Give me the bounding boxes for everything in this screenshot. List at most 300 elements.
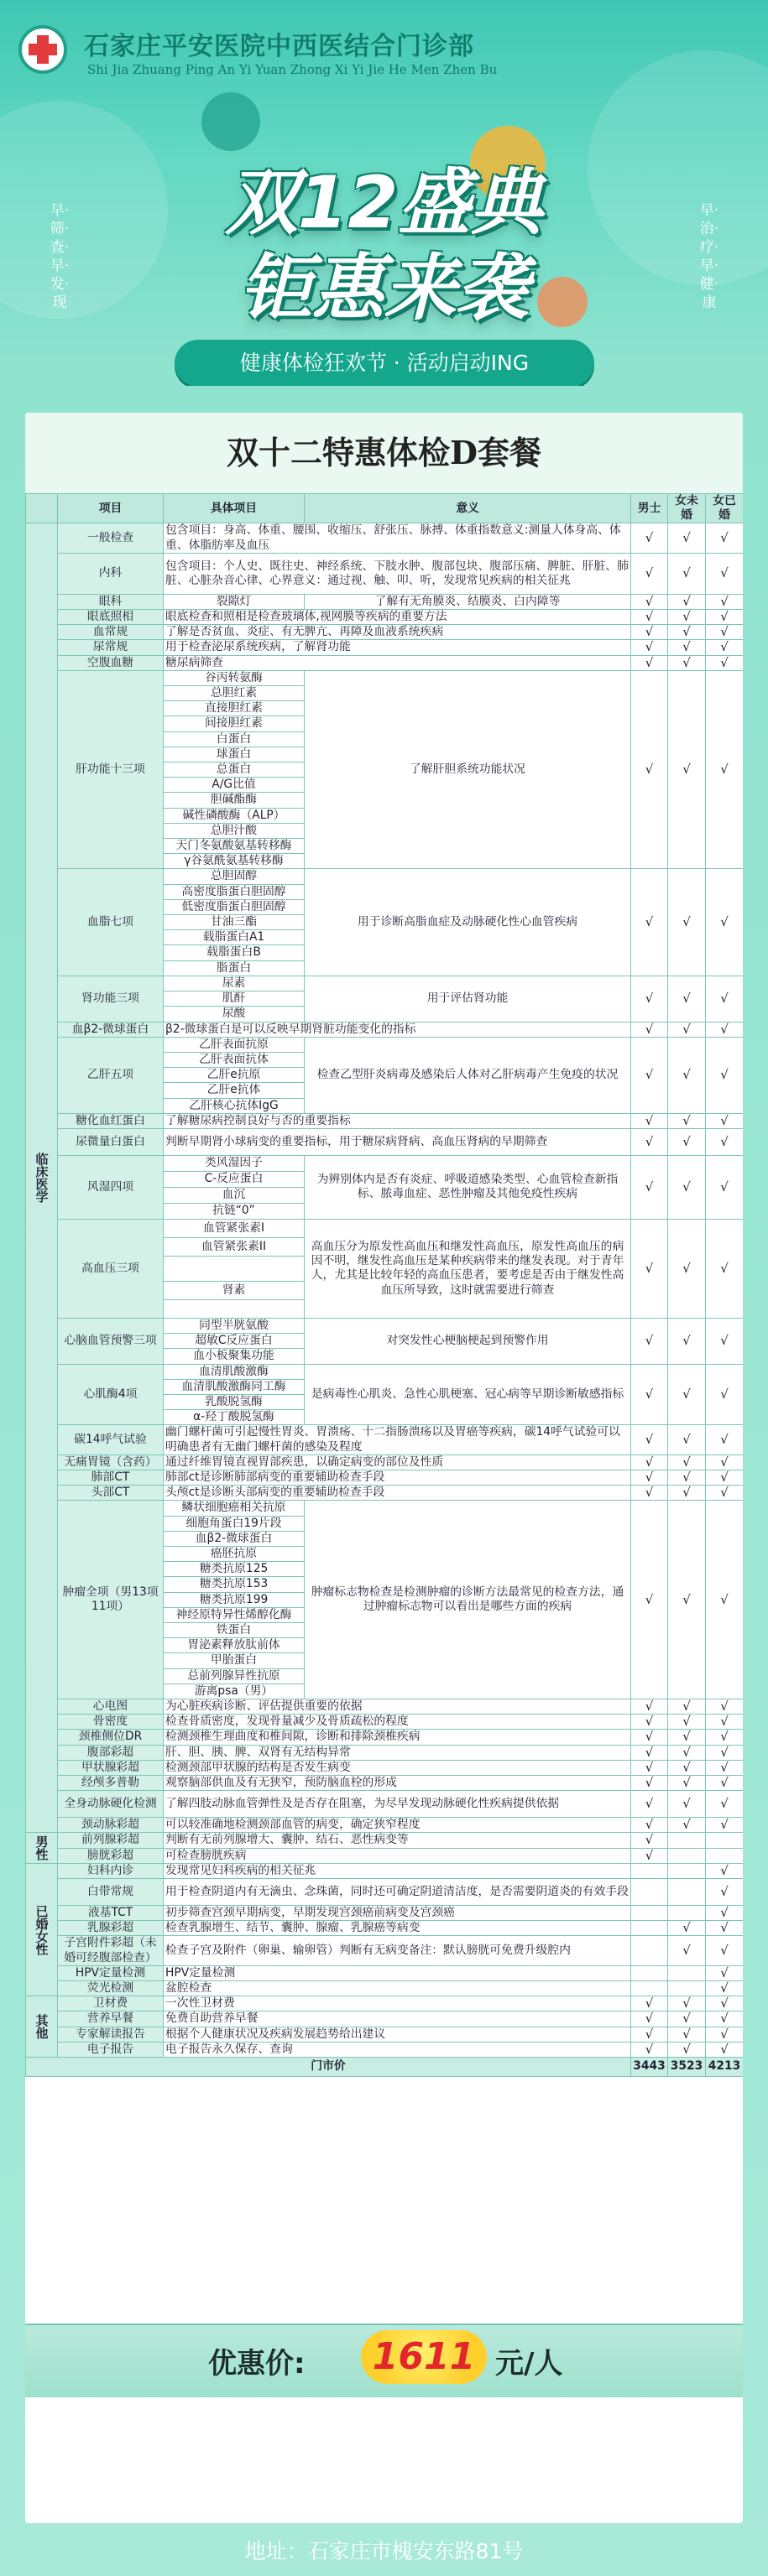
table-row [26,976,744,991]
sub-item: 糖类抗原199 [164,1592,305,1607]
check-male [631,1965,668,1980]
table-row [26,1501,744,1516]
check-female-unmarried [668,1965,706,1980]
table-row [26,2042,744,2057]
sub-item: 总胆红素 [164,686,305,701]
item-name: 专家解读报告 [58,2027,164,2042]
table-row [26,1996,744,2011]
meaning-cell: 肺部ct是诊断肺部病变的重要辅助检查手段 [164,1470,631,1485]
item-name: 内科 [58,553,164,594]
sub-item: 癌胚抗原 [164,1546,305,1561]
sub-item: 血清肌酸激酶同工酶 [164,1379,305,1394]
check-female-unmarried: √ [668,1455,706,1470]
sub-item: γ谷氨酰氨基转移酶 [164,854,305,869]
meaning-cell: 对突发性心梗脑梗起到预警作用 [305,1318,631,1364]
meaning-cell: 免费自助营养早餐 [164,2011,631,2027]
item-name: 头部CT [58,1486,164,1501]
table-row [26,1155,744,1171]
table-row [26,1981,744,1996]
check-female-married: √ [706,523,744,553]
meaning-cell: 眼底检查和照相是检查玻璃体,视网膜等疾病的重要方法 [164,610,631,625]
sub-item: 载脂蛋白B [164,945,305,960]
meaning-cell: 检查子宫及附件（卵巢、输卵管）判断有无病变备注：默认膀胱可免费升级腔内 [164,1936,631,1965]
item-name: 颈椎侧位DR [58,1730,164,1745]
check-female-unmarried: √ [668,1760,706,1775]
header-cell: 男士 [631,494,668,523]
check-male [631,1879,668,1906]
item-name: 膀胱彩超 [58,1848,164,1863]
headline-line2: 钜惠来袭 [239,247,529,330]
check-male: √ [631,1219,668,1318]
meaning-cell: 检查乳腺增生、结节、囊肿、腺瘤、乳腺癌等病变 [164,1921,631,1936]
meaning-cell: 高血压分为原发性高血压和继发性高血压，原发性高血压的病因不明，继发性高血压是某种疾病带来的继发表现。对于青年人，尤其是比较年轻的高血压患者，要考虑是否由于继发性高血压所导致，这时就需要进行筛查 [305,1219,631,1318]
check-female-married: √ [706,1486,744,1501]
meaning-cell: 用于评估肾功能 [305,976,631,1022]
table-row [26,1745,744,1760]
check-male: √ [631,1715,668,1730]
sub-item: 鳞状细胞癌相关抗原 [164,1501,305,1516]
sub-item: 总前列腺异性抗原 [164,1668,305,1684]
check-female-married: √ [706,1863,744,1878]
check-male: √ [631,1486,668,1501]
check-female-married [706,1848,744,1863]
check-female-married: √ [706,1996,744,2011]
sub-item: 同型半胱氨酸 [164,1318,305,1333]
check-female-married: √ [706,1981,744,1996]
check-male: √ [631,1318,668,1364]
meaning-cell: 发现常见妇科疾病的相关征兆 [164,1863,631,1878]
header-cell-corner [26,494,58,523]
sub-item: 甲胎蛋白 [164,1653,305,1668]
table-row [26,1037,744,1052]
meaning-cell: 肝、胆、胰、脾、双肾有无结构异常 [164,1745,631,1760]
check-female-married: √ [706,1730,744,1745]
meaning-cell: 盆腔检查 [164,1981,631,1996]
check-female-married: √ [706,1318,744,1364]
check-female-married: √ [706,625,744,640]
meaning-cell: 判断早期肾小球病变的重要指标，用于糖尿病肾病、高血压肾病的早期筛查 [164,1128,631,1155]
item-name: 血脂七项 [58,869,164,976]
meaning-cell: 一次性卫材费 [164,1996,631,2011]
meaning-cell: 检查乙型肝炎病毒及感染后人体对乙肝病毒产生免疫的状况 [305,1037,631,1113]
header-cell: 女已婚 [706,494,744,523]
check-female-married: √ [706,2042,744,2057]
meaning-cell: 包含项目：身高、体重、腰围、收缩压、舒张压、脉搏、体重指数意义:测量人体身高、体重、体脂肪率及血压 [164,523,631,553]
check-female-unmarried: √ [668,594,706,609]
meaning-cell: 包含项目：个人史、既往史、神经系统、下肢水肿、腹部包块、腹部压痛、脾脏、肝脏、肺脏、心脏杂音心律、心界意义：通过视、触、叩、听，发现常见疾病的相关征兆 [164,553,631,594]
check-female-unmarried: √ [668,1745,706,1760]
table-row [26,869,744,884]
check-female-married: √ [706,640,744,655]
meaning-cell: 肿瘤标志物检查是检测肿瘤的诊断方法最常见的检查方法，通过肿瘤标志物可以看出是哪些方面的疾病 [305,1501,631,1699]
item-name: 妇科内诊 [58,1863,164,1878]
check-female-unmarried: √ [668,1501,706,1699]
meaning-cell: 头颅ct是诊断头部病变的重要辅助检查手段 [164,1486,631,1501]
item-name: 营养早餐 [58,2011,164,2027]
item-name: 心肌酶4项 [58,1364,164,1425]
meaning-cell: 观察脑部供血及有无狭窄，预防脑血栓的形成 [164,1776,631,1791]
item-name: 腹部彩超 [58,1745,164,1760]
check-female-married: √ [706,1501,744,1699]
check-female-married: √ [706,2011,744,2027]
check-male: √ [631,640,668,655]
item-name: 血β2-微球蛋白 [58,1022,164,1037]
check-female-married: √ [706,1760,744,1775]
item-name: 经颅多普勒 [58,1776,164,1791]
sub-item: 总胆固醇 [164,869,305,884]
table-row [26,1833,744,1848]
check-female-married: √ [706,670,744,869]
check-male: √ [631,655,668,670]
meaning-cell: 糖尿病筛查 [164,655,631,670]
item-name: 肾功能三项 [58,976,164,1022]
check-male: √ [631,523,668,553]
check-female-married: √ [706,869,744,976]
header-banner [0,0,768,386]
meaning-cell: 用于检查阴道内有无滴虫、念珠菌，同时还可确定阴道清洁度，是否需要阴道炎的有效手段 [164,1879,631,1906]
check-female-unmarried [668,1833,706,1848]
total-female-unmarried: 3523 [668,2058,706,2077]
item-name: 白带常规 [58,1879,164,1906]
meaning-cell: 幽门螺杆菌可引起慢性胃炎、胃溃疡、十二指肠溃疡以及胃癌等疾病，碳14呼气试验可以明确患者有无幽门螺杆菌的感染及程度 [164,1425,631,1455]
meaning-cell: 检测颈部甲状腺的结构是否发生病变 [164,1760,631,1775]
check-male: √ [631,1776,668,1791]
check-male [631,1863,668,1878]
check-male: √ [631,1818,668,1833]
sub-item: 血β2-微球蛋白 [164,1531,305,1546]
header-cell: 意义 [305,494,631,523]
check-female-married: √ [706,1455,744,1470]
meaning-cell: 了解四肢动脉血管弹性及是否存在阻塞，为尽早发现动脉硬化性疾病提供依据 [164,1791,631,1818]
sub-item: 乙肝核心抗体IgG [164,1098,305,1113]
check-female-unmarried: √ [668,1364,706,1425]
sub-item: C-反应蛋白 [164,1171,305,1187]
hospital-name: 石家庄平安医院中西医结合门诊部 [84,32,474,61]
table-row [26,1730,744,1745]
sub-item: 裂隙灯 [164,594,305,609]
item-name: 无痛胃镜（含药） [58,1455,164,1470]
table-row [26,553,744,594]
item-name: 肿瘤全项（男13项11项） [58,1501,164,1699]
item-name: 荧光检测 [58,1981,164,1996]
sub-item: 乙肝表面抗体 [164,1052,305,1067]
item-name: 尿微量白蛋白 [58,1128,164,1155]
check-female-married: √ [706,1022,744,1037]
sub-item: 谷丙转氨酶 [164,670,305,685]
offer-unit: 元/人 [495,2347,563,2381]
check-male: √ [631,869,668,976]
check-female-unmarried: √ [668,1921,706,1936]
check-male: √ [631,2042,668,2057]
meaning-cell: 通过纤维胃镜直视胃部疾患，以确定病变的部位及性质 [164,1455,631,1470]
check-male: √ [631,670,668,869]
item-name: 心脑血管预警三项 [58,1318,164,1364]
check-male: √ [631,1745,668,1760]
check-female-unmarried: √ [668,1818,706,1833]
footer-address: 地址：石家庄市槐安东路81号 [244,2539,524,2563]
check-female-married: √ [706,610,744,625]
item-name: 风湿四项 [58,1155,164,1219]
item-name: 液基TCT [58,1906,164,1921]
item-name: 眼底照相 [58,610,164,625]
sub-item: 肌酐 [164,991,305,1007]
check-male: √ [631,1730,668,1745]
check-female-unmarried: √ [668,1037,706,1113]
sub-item: 游离psa（男） [164,1684,305,1699]
check-female-unmarried: √ [668,1996,706,2011]
total-male: 3443 [631,2058,668,2077]
table-row [26,2027,744,2042]
sub-item: 低密度脂蛋白胆固醇 [164,899,305,914]
check-female-married: √ [706,1155,744,1219]
check-female-married: √ [706,1425,744,1455]
check-female-unmarried: √ [668,553,706,594]
check-male: √ [631,1996,668,2011]
meaning-cell: 用于诊断高脂血症及动脉硬化性心血管疾病 [305,869,631,976]
sub-item: 尿酸 [164,1007,305,1022]
sub-item: A/G比值 [164,778,305,793]
table-row [26,1219,744,1237]
table-row [26,1818,744,1833]
total-row [26,2058,744,2077]
check-male: √ [631,553,668,594]
check-male: √ [631,1364,668,1425]
check-female-married: √ [706,1906,744,1921]
item-name: 甲状腺彩超 [58,1760,164,1775]
check-female-unmarried [668,1863,706,1878]
meaning-cell: 可检查膀胱疾病 [164,1848,631,1863]
meaning-cell: 可以较准确地检测颈部血管的病变，确定狭窄程度 [164,1818,631,1833]
item-name: 颈动脉彩超 [58,1818,164,1833]
meaning-cell: 了解肝胆系统功能状况 [305,670,631,869]
check-male: √ [631,1699,668,1715]
meaning-cell: β2-微球蛋白是可以反映早期肾脏功能变化的指标 [164,1022,631,1037]
meaning-cell: 检测颈椎生理曲度和椎间隙，诊断和排除颈椎疾病 [164,1730,631,1745]
meaning-cell: 判断有无前列腺增大、囊肿、结石、恶性病变等 [164,1833,631,1848]
table-row [26,1455,744,1470]
check-male: √ [631,2011,668,2027]
check-male: √ [631,1155,668,1219]
sub-item: 甘油三酯 [164,915,305,930]
check-male: √ [631,1037,668,1113]
table-row [26,655,744,670]
item-name: 空腹血糖 [58,655,164,670]
check-female-unmarried: √ [668,670,706,869]
table-row [26,2011,744,2027]
table-row [26,610,744,625]
check-female-unmarried [668,1879,706,1906]
section-label: 男性 [26,1833,58,1863]
table-row [26,625,744,640]
table-row [26,1699,744,1715]
meaning-cell: 检查骨质密度，发现骨量减少及骨质疏松的程度 [164,1715,631,1730]
check-male: √ [631,594,668,609]
package-title: 双十二特惠体检D套餐 [25,413,743,493]
table-row [26,1318,744,1333]
package-table [25,493,743,2077]
sub-item: 胆碱酯酶 [164,793,305,808]
check-male: √ [631,610,668,625]
sub-item: 血小板聚集功能 [164,1349,305,1364]
table-row [26,1879,744,1906]
item-name: 骨密度 [58,1715,164,1730]
check-male: √ [631,2027,668,2042]
check-male: √ [631,1113,668,1128]
meaning-cell: 为辨别体内是否有炎症、呼吸道感染类型、心血管检查新指标、脓毒血症、恶性肿瘤及其他免疫性疾病 [305,1155,631,1219]
check-female-married: √ [706,1965,744,1980]
check-female-married: √ [706,1364,744,1425]
sub-item: 白蛋白 [164,731,305,747]
total-female-married: 4213 [706,2058,744,2077]
check-female-married: √ [706,1745,744,1760]
section-label: 临床医学 [26,523,58,1833]
meaning-cell: 了解糖尿病控制良好与否的重要指标 [164,1113,631,1128]
sub-item: 类风湿因子 [164,1155,305,1171]
sub-item: 血管紧张素Ⅰ [164,1219,305,1237]
item-name: 一般检查 [58,523,164,553]
table-row [26,1470,744,1485]
sub-item: 细胞角蛋白19片段 [164,1516,305,1531]
check-female-married: √ [706,1791,744,1818]
sub-item: 高密度脂蛋白胆固醇 [164,884,305,899]
offer-price: 1611 [361,2330,487,2384]
sub-item: 间接胆红素 [164,716,305,731]
check-female-married: √ [706,1470,744,1485]
item-name: 高血压三项 [58,1219,164,1318]
item-name: 电子报告 [58,2042,164,2057]
check-female-married: √ [706,1037,744,1113]
check-female-unmarried [668,1906,706,1921]
item-name: 卫材费 [58,1996,164,2011]
sub-item: 球蛋白 [164,747,305,762]
table-row [26,1965,744,1980]
sub-item: 神经原特异性烯醇化酶 [164,1607,305,1622]
sub-item: 铁蛋白 [164,1622,305,1637]
table-row [26,1921,744,1936]
check-female-married: √ [706,1776,744,1791]
check-female-unmarried: √ [668,1791,706,1818]
check-female-unmarried: √ [668,2042,706,2057]
section-label: 已婚女性 [26,1863,58,1996]
right-slogan: 早·治·疗·早·健·康 [699,202,719,311]
check-female-unmarried: √ [668,1486,706,1501]
check-female-unmarried: √ [668,610,706,625]
check-female-unmarried: √ [668,1470,706,1485]
table-row [26,670,744,685]
sub-item: 乙肝e抗原 [164,1068,305,1083]
item-name: 心电图 [58,1699,164,1715]
decor-circle [201,92,260,151]
check-male [631,1921,668,1936]
sub-item: 脂蛋白 [164,960,305,976]
check-female-married: √ [706,1699,744,1715]
check-female-unmarried: √ [668,1128,706,1155]
meaning-cell: 用于检查泌尿系统疾病，了解肾功能 [164,640,631,655]
check-male: √ [631,1425,668,1455]
check-female-unmarried: √ [668,1318,706,1364]
sub-item [164,1256,305,1281]
item-name: 全身动脉硬化检测 [58,1791,164,1818]
sub-item: 碱性磷酸酶（ALP） [164,808,305,823]
check-female-unmarried: √ [668,2027,706,2042]
sub-item: 尿素 [164,976,305,991]
item-name: 尿常规 [58,640,164,655]
check-female-unmarried: √ [668,523,706,553]
sub-item: 肾素 [164,1281,305,1299]
check-female-unmarried: √ [668,1155,706,1219]
check-male: √ [631,1128,668,1155]
table-row [26,523,744,553]
meaning-cell: 了解是否贫血、炎症、有无脾亢、再障及血液系统疾病 [164,625,631,640]
item-name: 眼科 [58,594,164,609]
check-male: √ [631,1022,668,1037]
table-row [26,1760,744,1775]
check-male: √ [631,1455,668,1470]
hospital-logo-icon [18,25,67,74]
sub-item: 糖类抗原125 [164,1562,305,1577]
meaning-cell: 为心脏疾病诊断、评估提供重要的依据 [164,1699,631,1715]
sub-item: 胃泌素释放肽前体 [164,1638,305,1653]
table-row [26,1848,744,1863]
meaning-cell: 电子报告永久保存、查询 [164,2042,631,2057]
sub-item: α-羟丁酸脱氢酶 [164,1410,305,1425]
check-male: √ [631,1833,668,1848]
meaning-cell: 初步筛查宫颈早期病变，早期发现宫颈癌前病变及宫颈癌 [164,1906,631,1921]
sub-item [164,1299,305,1318]
check-male: √ [631,1501,668,1699]
table-row [26,1364,744,1379]
sub-item: 总胆汁酸 [164,823,305,838]
section-label: 其他 [26,1996,58,2058]
check-female-married: √ [706,553,744,594]
sub-item: 血沉 [164,1187,305,1203]
check-female-unmarried: √ [668,655,706,670]
hospital-pinyin: Shi Jia Zhuang Ping An Yi Yuan Zhong Xi Yi Jie He Men Zhen Bu [87,62,498,77]
check-female-married: √ [706,1921,744,1936]
sub-item: 糖类抗原153 [164,1577,305,1592]
table-row [26,1776,744,1791]
check-female-married: √ [706,2027,744,2042]
table-row [26,1486,744,1501]
sub-item: 超敏C反应蛋白 [164,1334,305,1349]
check-female-married: √ [706,1113,744,1128]
check-female-married [706,1833,744,1848]
sub-item: 抗链“0” [164,1203,305,1219]
item-name: 血常规 [58,625,164,640]
offer-bar [25,2324,743,2397]
table-row [26,1425,744,1455]
item-name: 前列腺彩超 [58,1833,164,1848]
check-female-married: √ [706,1128,744,1155]
item-name: 子宫附件彩超（未婚可经腹部检查） [58,1936,164,1965]
check-female-married: √ [706,594,744,609]
sub-item: 直接胆红素 [164,701,305,716]
sub-item: 血清肌酸激酶 [164,1364,305,1379]
check-female-unmarried: √ [668,1113,706,1128]
header-cell: 女未婚 [668,494,706,523]
item-name: 肺部CT [58,1470,164,1485]
sub-item: 天门冬氨酸氨基转移酶 [164,839,305,854]
item-name: 碳14呼气试验 [58,1425,164,1455]
meaning-cell: HPV定量检测 [164,1965,631,1980]
check-female-unmarried: √ [668,1776,706,1791]
sub-item: 载脂蛋白A1 [164,930,305,945]
table-header-row [26,494,744,523]
check-female-married: √ [706,1715,744,1730]
check-female-married: √ [706,1818,744,1833]
check-male: √ [631,1760,668,1775]
sub-item: 总蛋白 [164,762,305,778]
